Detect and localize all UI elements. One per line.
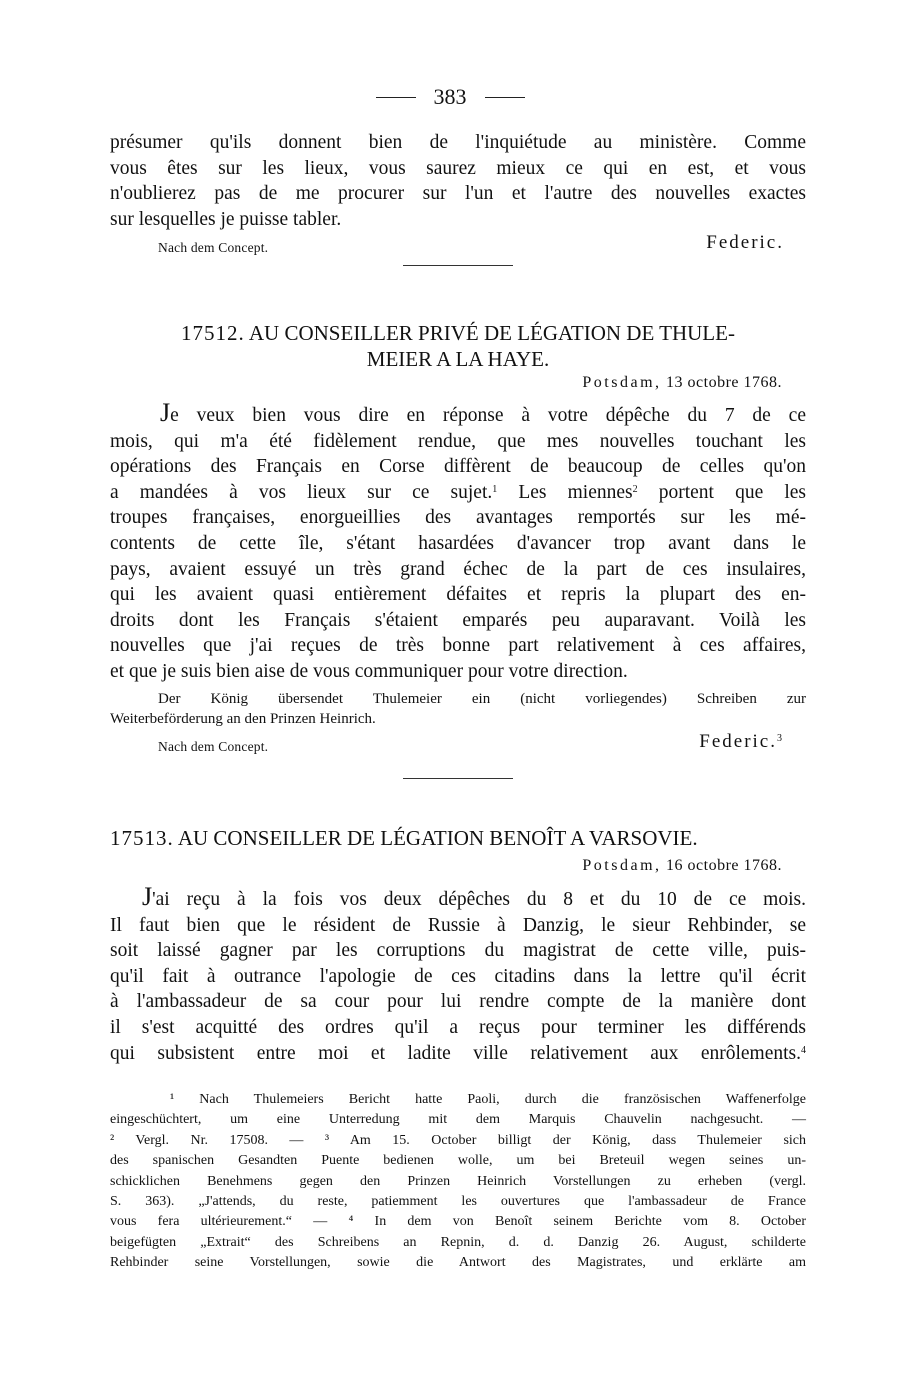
letter-title-line1: AU CONSEILLER PRIVÉ DE LÉGATION DE THULE-	[248, 321, 735, 345]
text-line	[110, 1041, 806, 1067]
footnote-line: vous fera ultérieurement.“ — ⁴ In dem von Benoît seinem Berichte vom 8. October	[110, 1214, 806, 1230]
letter-17513-heading	[110, 825, 806, 851]
letter-title-text: AU CONSEILLER DE LÉGATION BENOÎT A VARSOVIE.	[177, 826, 698, 850]
text-line-content: 'ai reçu à la fois vos deux dépêches du 8 et du 10 de ce mois.	[152, 889, 806, 910]
source-note: Nach dem Concept.	[158, 240, 269, 255]
dateline	[110, 374, 806, 392]
letter-17512-heading	[110, 320, 806, 372]
place-name: Potsdam,	[582, 374, 662, 391]
text-line: à l'ambassadeur de sa cour pour lui rendre compte de la manière dont	[110, 991, 806, 1013]
editor-note	[110, 690, 806, 729]
text-line	[110, 480, 806, 506]
place-name: Potsdam,	[582, 857, 662, 874]
footnote-line: ¹ Nach Thulemeiers Bericht hatte Paoli, durch die französischen Waffenerfolge	[170, 1092, 806, 1107]
footnote-marker: 1	[492, 483, 498, 495]
text-line: n'oublierez pas de me procurer sur l'un et l'autre des nouvelles exactes	[110, 183, 806, 205]
letter-17512-dateline	[110, 374, 806, 392]
text-line	[110, 884, 806, 913]
text-line: qui les avaient quasi entièrement défaites et repris la plupart des en-	[110, 584, 806, 606]
text-line: Il faut bien que le résident de Russie à Danzig, le sieur Rehbinder, se	[110, 914, 806, 936]
header-dash-left	[376, 97, 416, 98]
continuation-closing	[110, 232, 806, 264]
text-line: et que je suis bien aise de vous communiquer pour votre direction.	[110, 660, 628, 682]
letter-number: 17512.	[181, 321, 245, 345]
footnote-marker: 4	[801, 1044, 806, 1056]
text-line: contents de cette île, s'étant hasardées d'avancer trop avant dans le	[110, 532, 806, 554]
footnote-line: des spanischen Gesandten Puente bedienen wolle, um bei Breteuil wegen seines un-	[110, 1153, 806, 1169]
text-line: troupes françaises, enorgueillies des avantages remportés sur les mé-	[110, 507, 806, 529]
text-line: opérations des Français en Corse diffèrent de beaucoup de celles qu'on	[110, 456, 806, 478]
initial-letter: J	[142, 882, 153, 911]
text-line: droits dont les Français s'étaient emparés peu auparavant. Voilà les	[110, 609, 806, 631]
text-line: vous êtes sur les lieux, vous saurez mieux ce qui en est, et vous	[110, 157, 806, 179]
dateline	[110, 857, 806, 875]
text-line	[110, 400, 806, 429]
letter-number: 17513.	[110, 826, 174, 850]
section-divider	[403, 778, 513, 779]
letter-title-line2: MEIER A LA HAYE.	[366, 347, 550, 371]
text-line-content: qui subsistent entre moi et ladite ville relativement aux enrôlements.	[110, 1042, 801, 1064]
page-number: 383	[433, 84, 467, 109]
letter-17513-dateline	[110, 857, 806, 875]
text-line: nouvelles que j'ai reçues de très bonne part relativement à ces affaires,	[110, 635, 806, 657]
signature-text: Federic.	[699, 731, 777, 752]
page-header	[0, 84, 900, 110]
text-line: mois, qui m'a été fidèlement rendue, que mes nouvelles touchant les	[110, 430, 806, 452]
text-line-content: a mandées à vos lieux sur ce sujet.	[110, 481, 493, 503]
text-line-content: e veux bien vous dire en réponse à votre dépêche du 7 de ce	[170, 405, 806, 426]
date: 13 octobre 1768.	[666, 374, 782, 391]
text-line: sur lesquelles je puisse tabler.	[110, 208, 342, 230]
text-line: il s'est acquitté des ordres qu'il a reçus pour terminer les différends	[110, 1016, 806, 1038]
section-divider	[403, 265, 513, 266]
text-line: qu'il fait à outrance l'apologie de ces citadins dans la lettre qu'il écrit	[110, 965, 806, 987]
signature	[699, 731, 784, 753]
footnote-line: ² Vergl. Nr. 17508. — ³ Am 15. October billigt der König, dass Thulemeier sich	[110, 1132, 806, 1148]
letter-17513-body	[110, 884, 806, 1066]
footnote-marker: 2	[632, 483, 638, 495]
initial-letter: J	[160, 398, 171, 427]
note-line: Weiterbeförderung an den Prinzen Heinrich.	[110, 710, 376, 727]
note-line: Der König übersendet Thulemeier ein (nicht vorliegendes) Schreiben zur	[158, 691, 806, 707]
footnotes	[110, 1090, 806, 1274]
text-line: pays, avaient essuyé un très grand échec de la part de ces insulaires,	[110, 558, 806, 580]
source-note: Nach dem Concept.	[158, 739, 269, 754]
text-line: soit laissé gagner par les corruptions du magistrat de cette ville, puis-	[110, 940, 806, 962]
letter-17512-body	[110, 400, 806, 685]
letter-title	[110, 320, 806, 346]
text-line: présumer qu'ils donnent bien de l'inquiétude au ministère. Comme	[110, 132, 806, 153]
footnote-line: Rehbinder seine Vorstellungen, sowie die Antwort des Magistrates, und erklärte am	[110, 1255, 806, 1271]
letter-title	[110, 825, 806, 851]
date: 16 octobre 1768.	[666, 857, 782, 874]
footnote-line: S. 363). „J'attends, du reste, patiemment les ouvertures que l'ambassadeur de France	[110, 1194, 806, 1210]
letter-17512-closing	[110, 731, 806, 763]
footnote-marker: 3	[777, 733, 784, 744]
header-dash-right	[485, 97, 525, 98]
text-line-content: Les miennes	[518, 481, 633, 503]
continuation-paragraph	[110, 130, 806, 232]
signature: Federic.	[706, 232, 784, 253]
footnote-line: eingeschüchtert, um eine Unterredung mit dem Marquis Chauvelin nachgesucht. —	[110, 1112, 806, 1128]
footnote-line: beigefügten „Extrait“ des Schreibens an Repnin, d. d. Danzig 26. August, schilderte	[110, 1234, 806, 1250]
footnote-line: schicklichen Benehmens gegen den Prinzen Heinrich Vorstellungen zu erheben (vergl.	[110, 1173, 806, 1189]
text-line-content: portent que les	[658, 481, 807, 503]
